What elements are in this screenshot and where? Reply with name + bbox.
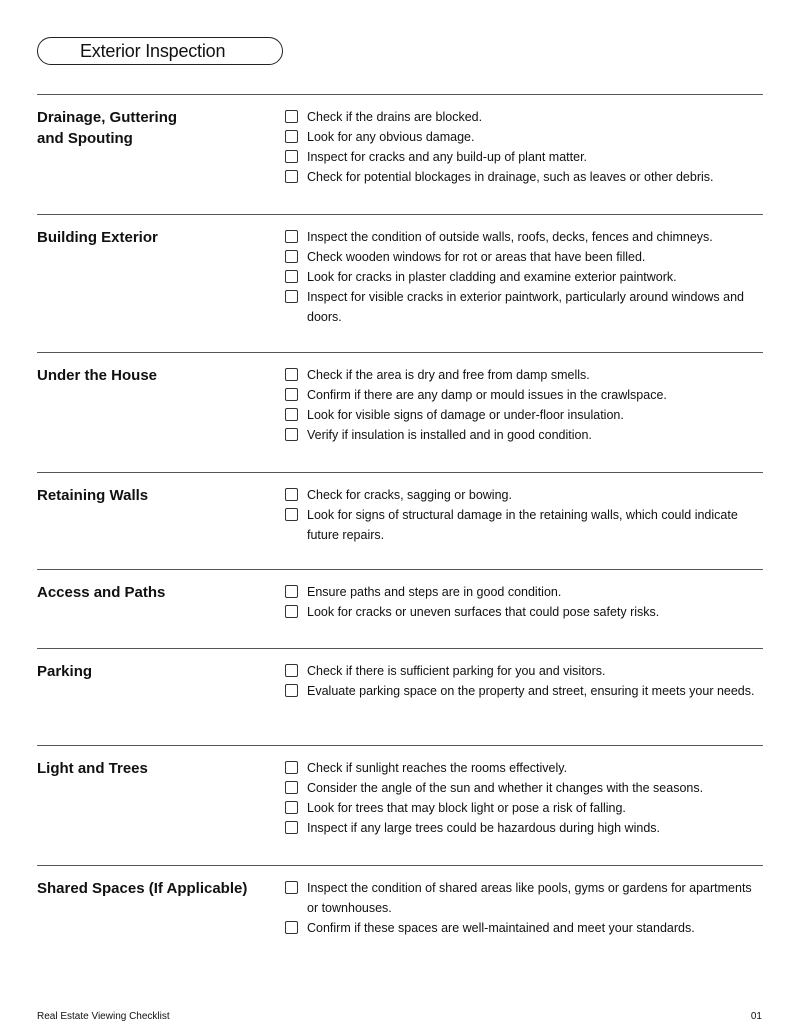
checkbox[interactable] <box>285 270 298 283</box>
section-title: Under the House <box>37 367 158 384</box>
checklist-item <box>285 878 763 918</box>
checklist-section <box>37 569 763 648</box>
checklist-item <box>285 582 763 602</box>
checkbox[interactable] <box>285 170 298 183</box>
checklist-item <box>285 681 763 701</box>
checklist-item <box>285 147 763 167</box>
section-title: Parking <box>37 663 93 680</box>
checklist-item-text: Look for cracks or uneven surfaces that could pose safety risks. <box>307 605 660 619</box>
checklist-item-text: Inspect for visible cracks in exterior paintwork, particularly around windows and doors. <box>307 290 744 324</box>
checklist-item-text: Check if the area is dry and free from damp smells. <box>307 368 590 382</box>
checklist-item <box>285 167 763 187</box>
checkbox[interactable] <box>285 428 298 441</box>
checklist-items <box>285 866 763 938</box>
checkbox[interactable] <box>285 368 298 381</box>
checklist-item <box>285 385 763 405</box>
checklist-items <box>285 473 763 545</box>
checkbox[interactable] <box>285 821 298 834</box>
checklist-item-text: Inspect the condition of shared areas like pools, gyms or gardens for apartments or townhouses. <box>307 881 752 915</box>
checklist-item-text: Inspect if any large trees could be hazardous during high winds. <box>307 821 660 835</box>
checklist-section <box>37 648 763 745</box>
checklist-item-text: Check if sunlight reaches the rooms effectively. <box>307 761 568 775</box>
checklist-section <box>37 352 763 472</box>
checklist-item <box>285 758 763 778</box>
checklist-item-text: Look for signs of structural damage in the retaining walls, which could indicate future repairs. <box>307 508 738 542</box>
checklist-section <box>37 214 763 352</box>
checklist-item <box>285 918 763 938</box>
checklist-items <box>285 95 763 187</box>
checklist-item-text: Check wooden windows for rot or areas that have been filled. <box>307 250 646 264</box>
section-title: Shared Spaces (If Applicable) <box>37 880 248 897</box>
checklist-item-text: Check if there is sufficient parking for you and visitors. <box>307 664 606 678</box>
checkbox[interactable] <box>285 290 298 303</box>
checklist-item <box>285 267 763 287</box>
checklist-section <box>37 472 763 569</box>
checkbox[interactable] <box>285 130 298 143</box>
checklist-items <box>285 570 763 622</box>
checklist-item <box>285 818 763 838</box>
checklist-section <box>37 865 763 966</box>
checklist-item-text: Look for cracks in plaster cladding and examine exterior paintwork. <box>307 270 677 284</box>
checklist-item <box>285 107 763 127</box>
checklist-items <box>285 649 763 701</box>
checklist-items <box>285 746 763 838</box>
page-number: 01 <box>750 1011 762 1022</box>
checklist-section <box>37 745 763 865</box>
checklist-item-text: Check if the drains are blocked. <box>307 110 483 124</box>
footer-title: Real Estate Viewing Checklist <box>37 1011 170 1022</box>
checklist-item-text: Look for trees that may block light or pose a risk of falling. <box>307 801 626 815</box>
checklist-item-text: Inspect for cracks and any build-up of plant matter. <box>307 150 588 164</box>
checkbox[interactable] <box>285 250 298 263</box>
checklist-section <box>37 94 763 214</box>
checklist-item-text: Inspect the condition of outside walls, roofs, decks, fences and chimneys. <box>307 230 713 244</box>
page-title: Exterior Inspection <box>80 41 226 61</box>
checklist-items <box>285 353 763 445</box>
checkbox[interactable] <box>285 488 298 501</box>
checkbox[interactable] <box>285 801 298 814</box>
checklist-item <box>285 287 763 327</box>
checkbox[interactable] <box>285 388 298 401</box>
checkbox[interactable] <box>285 781 298 794</box>
checklist-item <box>285 247 763 267</box>
checkbox[interactable] <box>285 921 298 934</box>
checklist-item-text: Look for any obvious damage. <box>307 130 475 144</box>
checklist-item <box>285 127 763 147</box>
checkbox[interactable] <box>285 110 298 123</box>
checkbox[interactable] <box>285 585 298 598</box>
checklist-item <box>285 798 763 818</box>
checklist-item <box>285 485 763 505</box>
checklist-item-text: Ensure paths and steps are in good condition. <box>307 585 562 599</box>
checklist-item <box>285 602 763 622</box>
section-title: Building Exterior <box>37 229 158 246</box>
checklist <box>37 94 763 966</box>
checklist-item-text: Consider the angle of the sun and whether it changes with the seasons. <box>307 781 704 795</box>
checklist-item-text: Check for cracks, sagging or bowing. <box>307 488 512 502</box>
title-pill <box>37 37 283 65</box>
checklist-item-text: Confirm if there are any damp or mould issues in the crawlspace. <box>307 388 667 402</box>
checkbox[interactable] <box>285 508 298 521</box>
section-title: Access and Paths <box>37 584 166 601</box>
section-title: Drainage, Guttering and Spouting <box>37 109 178 147</box>
checkbox[interactable] <box>285 684 298 697</box>
section-title: Retaining Walls <box>37 487 149 504</box>
checklist-item-text: Check for potential blockages in drainage, such as leaves or other debris. <box>307 170 714 184</box>
checklist-item <box>285 778 763 798</box>
checkbox[interactable] <box>285 605 298 618</box>
checklist-item-text: Evaluate parking space on the property and street, ensuring it meets your needs. <box>307 684 755 698</box>
checklist-items <box>285 215 763 327</box>
checklist-item <box>285 661 763 681</box>
checklist-item <box>285 405 763 425</box>
checkbox[interactable] <box>285 664 298 677</box>
checklist-item-text: Look for visible signs of damage or under-floor insulation. <box>307 408 624 422</box>
checklist-item <box>285 227 763 247</box>
section-title: Light and Trees <box>37 760 148 777</box>
checkbox[interactable] <box>285 761 298 774</box>
checklist-item <box>285 425 763 445</box>
checkbox[interactable] <box>285 408 298 421</box>
checkbox[interactable] <box>285 150 298 163</box>
checkbox[interactable] <box>285 230 298 243</box>
checklist-item-text: Confirm if these spaces are well-maintained and meet your standards. <box>307 921 695 935</box>
checkbox[interactable] <box>285 881 298 894</box>
checklist-item-text: Verify if insulation is installed and in good condition. <box>307 428 592 442</box>
checklist-item <box>285 505 763 545</box>
checklist-item <box>285 365 763 385</box>
